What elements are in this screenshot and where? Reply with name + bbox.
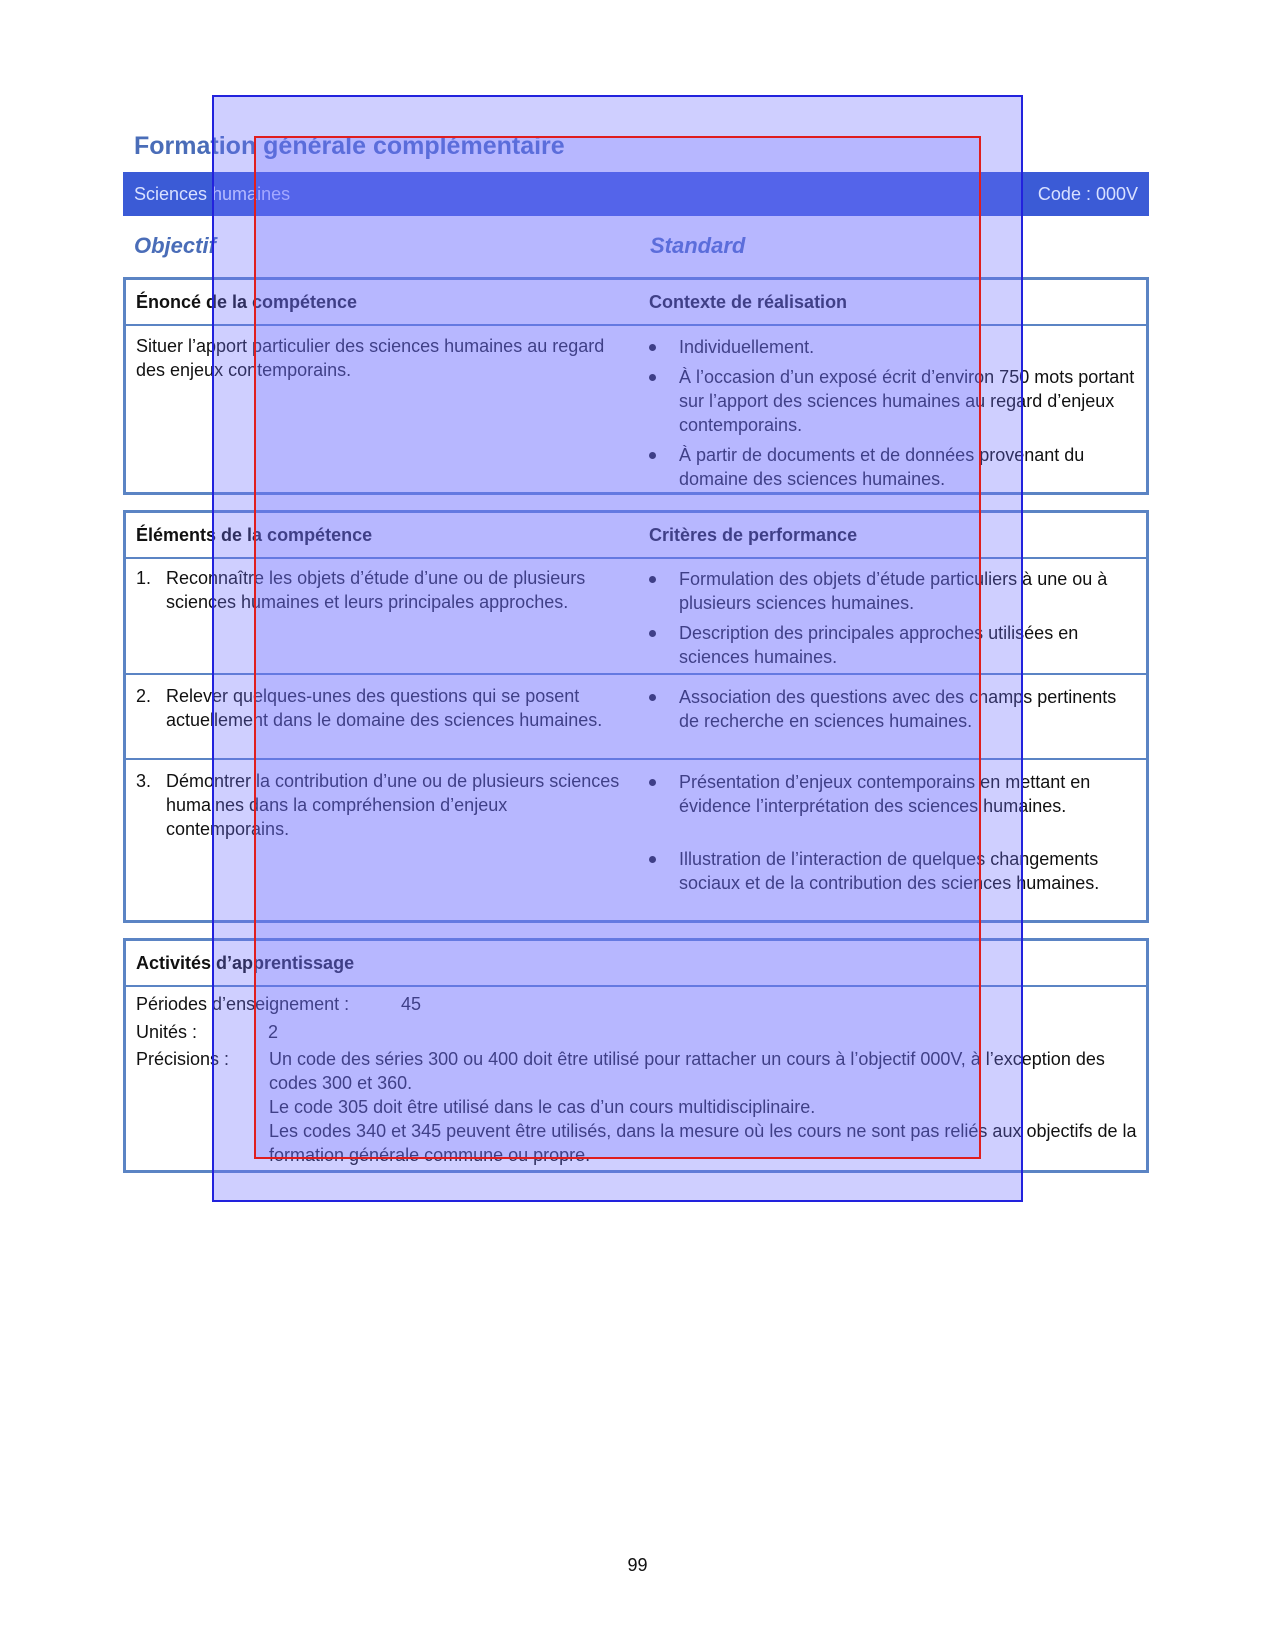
subject-band bbox=[123, 172, 1149, 216]
bullet-icon bbox=[649, 856, 656, 863]
bullet-icon bbox=[649, 576, 656, 583]
competence-statement: Situer l’apport particulier des sciences humaines au regard des enjeux contemporains. bbox=[136, 336, 605, 380]
bullet-icon bbox=[649, 630, 656, 637]
periods-value: 45 bbox=[401, 994, 422, 1014]
standard-heading: Standard bbox=[650, 233, 746, 258]
elements-header: Éléments de la compétence bbox=[136, 525, 373, 545]
competence-box: Énoncé de la compétence Contexte de réalisation Situer l’apport particulier des sciences humaines au regard des enjeux contemporains. Individuellement. À l’occasion d’un exposé écrit d’environ 750 mots portant sur l’apport des sciences humaines au regard d’enjeux contemporains. À partir de documents et de données provenant du domaine des sciences humaines. bbox=[123, 277, 1149, 495]
criteria-header: Critères de performance bbox=[649, 525, 858, 545]
bullet-icon bbox=[649, 694, 656, 701]
units-label: Unités : bbox=[136, 1022, 198, 1042]
row-divider bbox=[126, 673, 1146, 675]
activities-box bbox=[123, 938, 1149, 1173]
precisions-label: Précisions : bbox=[136, 1049, 230, 1069]
elements-header-row bbox=[126, 513, 1146, 559]
elements-box: Éléments de la compétence Critères de performance 1. Reconnaître les objets d’étude d’une ou de plusieurs sciences humaines et leurs principales approches. Formulation des objets d’étude particuliers à une ou à plusieurs sciences humaines. Description des principales approches utilisées en sciences humaines. 2. Relever quelques-unes des questions qui se posent actuellement dans le domaine des sciences humaines. Association des questions avec des champs pertinents de recherche en sciences humaines. 3. Démontrer la contribution d’une ou de plusieurs sciences humaines dans la compréhension d’enjeux contemporains. Présentation d’enjeux contemporains en mettant en évidence l’interprétation des sciences humaines. Illustration de l’interaction de quelques changements sociaux et de la contribution des sciences humaines. bbox=[123, 510, 1149, 923]
bullet-icon bbox=[649, 374, 656, 381]
activities-header-row bbox=[126, 941, 1146, 987]
page-title: Formation générale complémentaire bbox=[134, 132, 565, 160]
row-divider bbox=[126, 758, 1146, 760]
bullet-icon bbox=[649, 779, 656, 786]
subject-name: Sciences humaines bbox=[134, 184, 291, 204]
precision-item: Un code des séries 300 ou 400 doit être utilisé pour rattacher un cours à l’objectif 000V, à l’exception des codes 300 et 360. bbox=[269, 1049, 1105, 1093]
competence-statement-header: Énoncé de la compétence bbox=[136, 292, 358, 312]
periods-label: Périodes d’enseignement : bbox=[136, 994, 350, 1014]
precision-item: Le code 305 doit être utilisé dans le cas d’un cours multidisciplinaire. bbox=[269, 1097, 816, 1117]
page-number: 99 bbox=[627, 1555, 648, 1575]
bullet-icon bbox=[649, 344, 656, 351]
subject-code: Code : 000V bbox=[1037, 184, 1138, 204]
bullet-icon bbox=[649, 452, 656, 459]
context-header: Contexte de réalisation bbox=[649, 292, 848, 312]
competence-header-row bbox=[126, 280, 1146, 326]
precision-item: Les codes 340 et 345 peuvent être utilisés, dans la mesure où les cours ne sont pas reliés aux objectifs de la formation générale commune ou propre. bbox=[269, 1121, 1137, 1165]
units-value: 2 bbox=[268, 1022, 279, 1042]
activities-header: Activités d’apprentissage bbox=[136, 953, 355, 973]
objectif-heading: Objectif bbox=[134, 233, 216, 258]
